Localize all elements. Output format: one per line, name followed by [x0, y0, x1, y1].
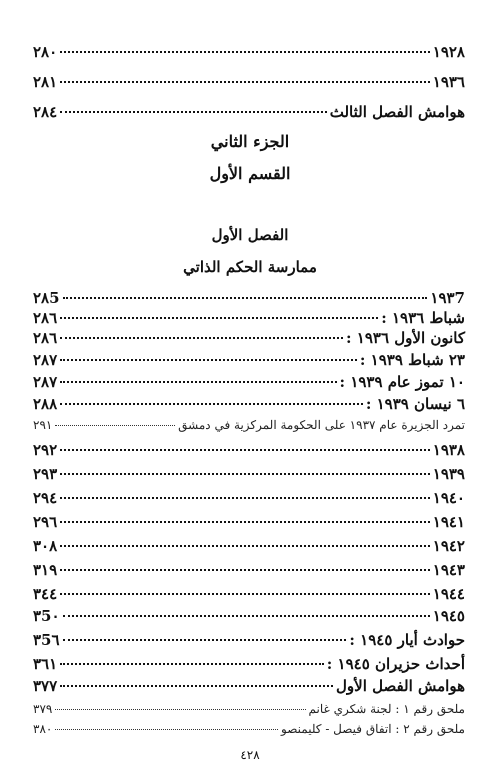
- leader-dots: [60, 482, 430, 499]
- entry-title: ١٩٤٢: [432, 537, 465, 555]
- leader-dots: [55, 717, 278, 730]
- toc-entry: [33, 40, 465, 61]
- toc-entry: [33, 628, 465, 649]
- toc-entry: [33, 392, 465, 413]
- entry-page: ٣5٠: [33, 607, 60, 625]
- leader-dots: [60, 366, 336, 383]
- entry-title: ١٩٤١: [432, 513, 465, 531]
- page-number: ٤٢٨: [240, 748, 260, 762]
- entry-title: ١٩٢٨: [432, 43, 465, 61]
- entry-title: ١٩٤٣: [432, 561, 465, 579]
- entry-title: كانون الأول ١٩٣٦ :: [346, 329, 465, 347]
- toc-entry: [33, 510, 465, 531]
- leader-dots: [60, 66, 430, 83]
- entry-title: أحداث حزيران ١٩٤٥ :: [326, 655, 465, 673]
- toc-entry: [33, 604, 465, 625]
- leader-dots: [63, 282, 428, 299]
- entry-title: ملحق رقم ٢ : اتفاق فيصل - كليمنصو: [281, 722, 465, 736]
- toc-entry: [33, 674, 465, 695]
- toc-entry: [33, 486, 465, 507]
- entry-title: شباط ١٩٣٦ :: [381, 309, 465, 327]
- entry-page: ٢٩١: [33, 418, 53, 432]
- leader-dots: [60, 458, 430, 475]
- leader-dots: [60, 344, 357, 361]
- entry-page: ٣5٦: [33, 631, 60, 649]
- entry-page: ٣٠٨: [33, 537, 58, 555]
- toc-entry: [33, 70, 465, 91]
- entry-title: ملحق رقم ١ : لجنة شكري غانم: [308, 702, 465, 716]
- entry-page: ٢٩٦: [33, 513, 58, 531]
- entry-page: ٢٨5: [33, 289, 60, 307]
- chapter-heading: الفصل الأول: [211, 226, 289, 244]
- leader-dots: [60, 578, 430, 595]
- entry-page: ٢٩٤: [33, 489, 58, 507]
- leader-dots: [60, 530, 430, 547]
- part-heading: الجزء الثاني: [210, 132, 290, 151]
- entry-title: ٢٣ شباط ١٩٣٩ :: [359, 351, 465, 369]
- entry-title: ١٠ تموز عام ١٩٣٩ :: [339, 373, 465, 391]
- leader-dots: [60, 96, 327, 113]
- entry-title: تمرد الجزيرة عام ١٩٣٧ على الحكومة المركزية في دمشق: [178, 418, 465, 432]
- toc-entry: [33, 700, 465, 716]
- entry-page: ٢٨٧: [33, 351, 58, 369]
- entry-title: ١٩٣٩: [432, 465, 465, 483]
- leader-dots: [60, 388, 363, 405]
- leader-dots: [60, 36, 430, 53]
- entry-page: ٢٨٦: [33, 329, 58, 347]
- toc-entry: [33, 462, 465, 483]
- leader-dots: [63, 624, 347, 641]
- toc-entry: [33, 416, 465, 432]
- section-heading: القسم الأول: [209, 164, 291, 183]
- entry-page: ٣٧٧: [33, 677, 58, 695]
- toc-entry: [33, 534, 465, 555]
- toc-entry: [33, 100, 465, 121]
- entry-title: هوامش الفصل الثالث: [329, 103, 465, 121]
- leader-dots: [60, 648, 324, 665]
- leader-dots: [55, 413, 175, 426]
- entry-page: ٢٨٨: [33, 395, 58, 413]
- toc-entry: [33, 558, 465, 579]
- chapter-subheading: ممارسة الحكم الذاتي: [183, 258, 317, 276]
- entry-page: ٢٨٤: [33, 103, 58, 121]
- entry-title: ٦ نيسان ١٩٣٩ :: [365, 395, 465, 413]
- leader-dots: [60, 506, 430, 523]
- entry-title: ١٩٣7: [430, 289, 465, 307]
- entry-title: حوادث أيار ١٩٤٥ :: [349, 631, 465, 649]
- entry-page: ٢٨٠: [33, 43, 58, 61]
- entry-page: ٢٩٣: [33, 465, 58, 483]
- entry-page: ٢٨٦: [33, 309, 58, 327]
- toc-entry: [33, 438, 465, 459]
- leader-dots: [60, 302, 378, 319]
- leader-dots: [60, 322, 343, 339]
- entry-page: ٣٨٠: [33, 722, 53, 736]
- leader-dots: [60, 434, 430, 451]
- leader-dots: [63, 600, 430, 617]
- entry-title: ١٩٣٨: [432, 441, 465, 459]
- entry-title: ١٩٣٦: [432, 73, 465, 91]
- entry-title: ١٩٤٠: [432, 489, 465, 507]
- leader-dots: [55, 697, 305, 710]
- entry-page: ٣٧٩: [33, 702, 53, 716]
- entry-page: ٣٤٤: [33, 585, 58, 603]
- entry-title: ١٩٤٥: [432, 607, 465, 625]
- entry-page: ٢٩٢: [33, 441, 58, 459]
- entry-page: ٢٨١: [33, 73, 58, 91]
- entry-page: ٢٨٧: [33, 373, 58, 391]
- entry-page: ٣١٩: [33, 561, 58, 579]
- entry-page: ٣٦١: [33, 655, 58, 673]
- entry-title: هوامش الفصل الأول: [336, 677, 465, 695]
- leader-dots: [60, 554, 430, 571]
- leader-dots: [60, 670, 333, 687]
- entry-title: ١٩٤٤: [432, 585, 465, 603]
- toc-entry: [33, 720, 465, 736]
